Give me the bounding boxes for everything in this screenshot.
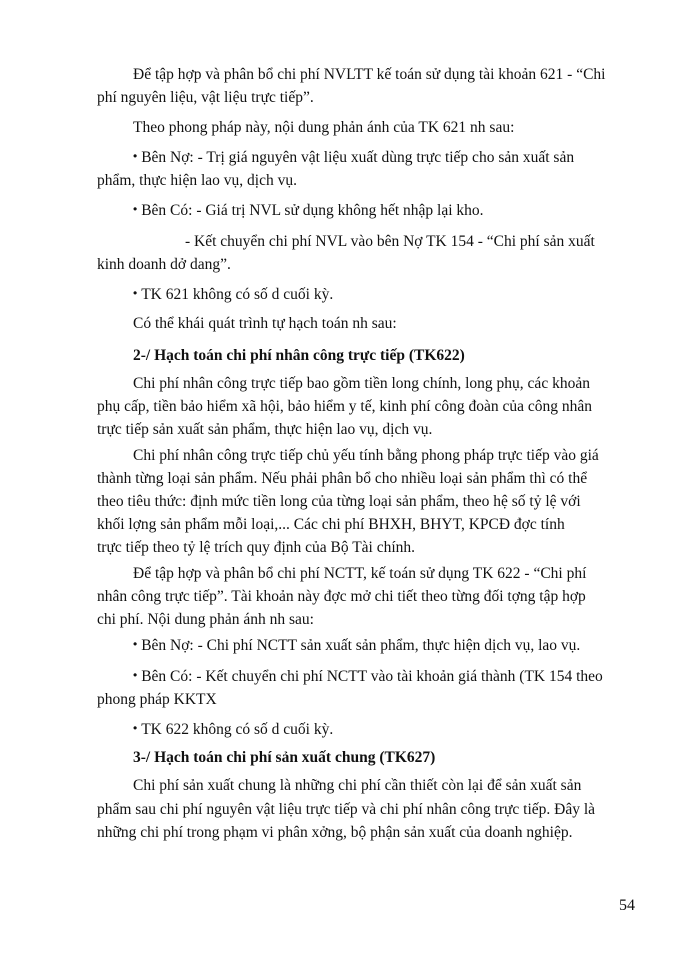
text-line: phong pháp KKTX [97,691,217,708]
page-number: 54 [619,897,635,914]
text-line: chi phí. Nội dung phản ánh nh sau: [97,611,314,628]
bullet-line: • Bên Có: - Giá trị NVL sử dụng không hết nhập lại kho. [133,202,484,219]
section-heading: 2-/ Hạch toán chi phí nhân công trực tiếp (TK622) [133,347,465,364]
text-line: Để tập hợp và phân bổ chi phí NCTT, kế toán sử dụng TK 622 - “Chi phí [133,565,587,582]
text-line: phụ cấp, tiền bảo hiểm xã hội, bảo hiểm y tế, kinh phí công đoàn của công nhân [97,398,593,415]
text-line: phẩm sau chi phí nguyên vật liệu trực tiếp và chi phí nhân công trực tiếp. Đây là [97,801,596,818]
text-line: Chi phí sản xuất chung là những chi phí cần thiết còn lại để sản xuất sản [133,777,582,794]
bullet-icon: • [133,286,138,300]
text-line: theo tiêu thức: định mức tiền long của từng loại sản phẩm, theo hệ số tỷ lệ với [97,493,581,510]
text-line: phí nguyên liệu, vật liệu trực tiếp”. [97,89,314,106]
text-line: những chi phí trong phạm vi phân xởng, bộ phận sản xuất của doanh nghiệp. [97,824,573,841]
text-line: trực tiếp sản xuất sản phẩm, thực hiện lao vụ, dịch vụ. [97,421,433,438]
text-line: thành từng loại sản phẩm. Nếu phải phân bổ cho nhiều loại sản phẩm thì có thể [97,470,588,487]
bullet-line: • Bên Nợ: - Trị giá nguyên vật liệu xuất dùng trực tiếp cho sản xuất sản [133,149,575,166]
text-line: trực tiếp theo tỷ lệ trích quy định của Bộ Tài chính. [97,539,416,556]
bullet-icon: • [133,202,138,216]
bullet-icon: • [133,637,138,651]
bullet-line: • Bên Nợ: - Chi phí NCTT sản xuất sản phẩm, thực hiện dịch vụ, lao vụ. [133,637,581,654]
text-line: - Kết chuyển chi phí NVL vào bên Nợ TK 154 - “Chi phí sản xuất [185,233,595,250]
text-line: nhân công trực tiếp”. Tài khoản này đợc mở chi tiết theo từng đối tợng tập hợp [97,588,586,605]
text-line: Có thể khái quát trình tự hạch toán nh sau: [133,315,397,332]
bullet-line: • Bên Có: - Kết chuyển chi phí NCTT vào tài khoản giá thành (TK 154 theo [133,668,603,685]
text-line: khối lợng sản phẩm mỗi loại,... Các chi phí BHXH, BHYT, KPCĐ đợc tính [97,516,565,533]
bullet-line: • TK 621 không có số d cuối kỳ. [133,286,334,303]
text-line: Để tập hợp và phân bổ chi phí NVLTT kế toán sử dụng tài khoản 621 - “Chi [133,66,606,83]
bullet-icon: • [133,668,138,682]
bullet-icon: • [133,721,138,735]
bullet-line: • TK 622 không có số d cuối kỳ. [133,721,334,738]
text-line: phẩm, thực hiện lao vụ, dịch vụ. [97,172,297,189]
section-heading: 3-/ Hạch toán chi phí sản xuất chung (TK627) [133,749,436,766]
text-line: Chi phí nhân công trực tiếp bao gồm tiền long chính, long phụ, các khoản [133,375,590,392]
bullet-icon: • [133,149,138,163]
text-line: Theo phong pháp này, nội dung phản ánh của TK 621 nh sau: [133,119,515,136]
text-line: kinh doanh dở dang”. [97,256,231,273]
text-line: Chi phí nhân công trực tiếp chủ yếu tính bằng phong pháp trực tiếp vào giá [133,447,599,464]
